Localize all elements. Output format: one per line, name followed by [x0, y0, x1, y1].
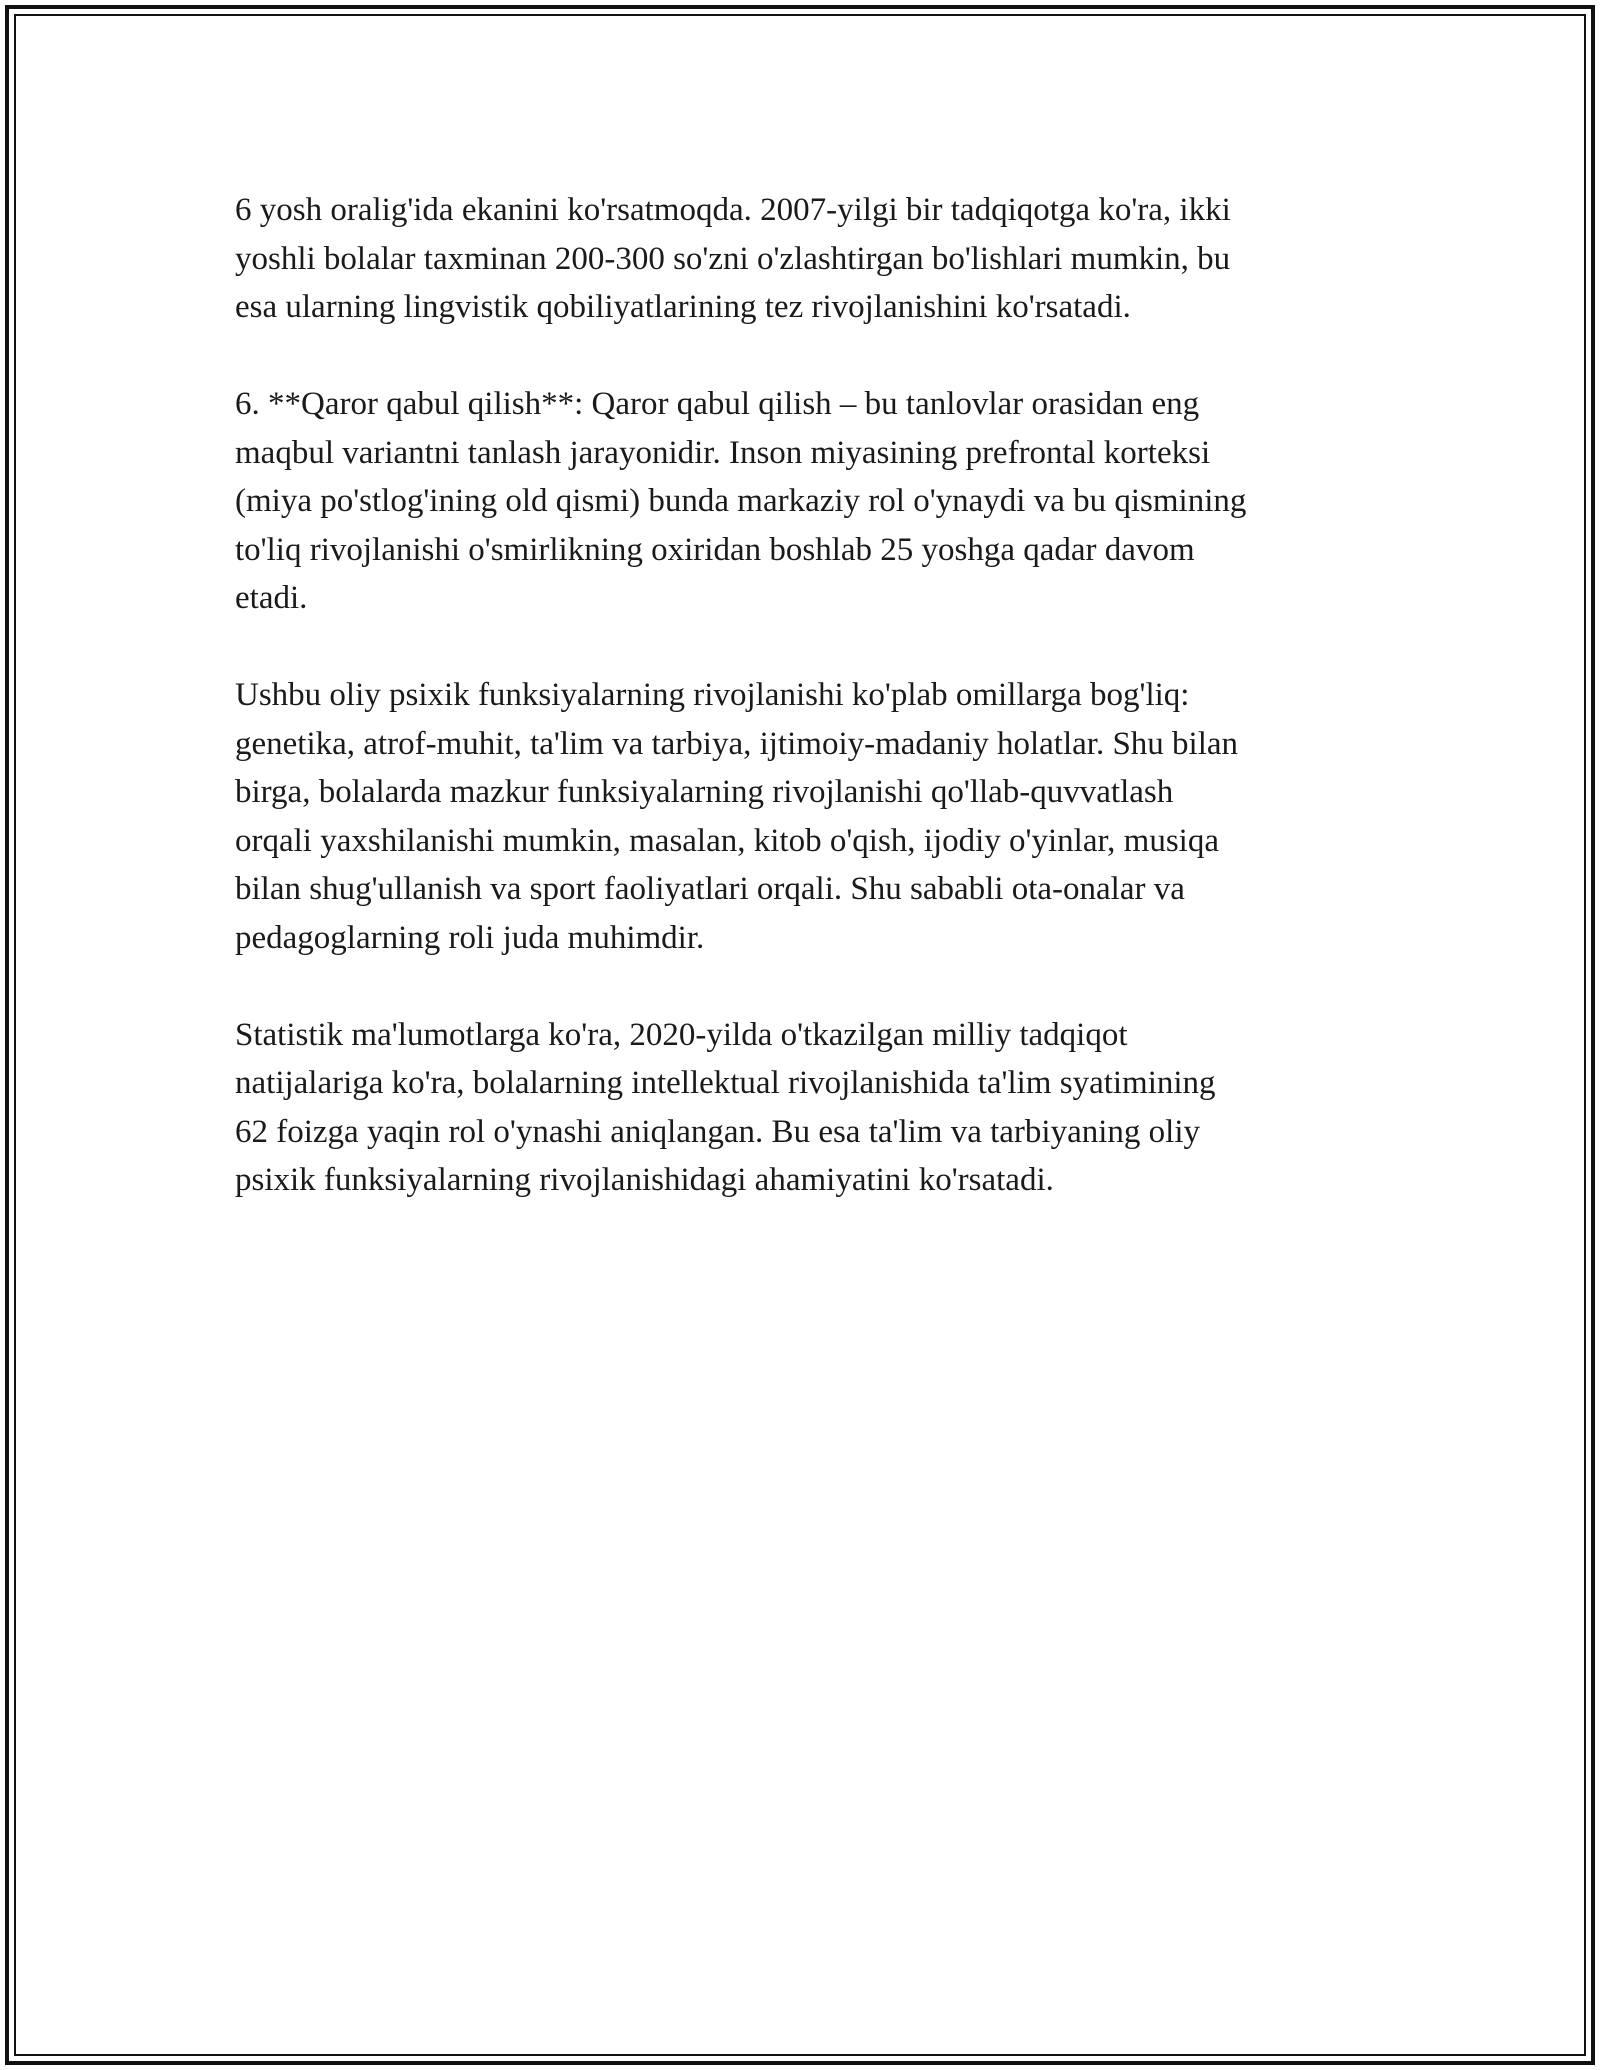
text-line: psixik funksiyalarning rivojlanishidagi ahamiyatini ko'rsatadi.: [235, 1162, 1054, 1198]
text-line: to'liq rivojlanishi o'smirlikning oxiridan boshlab 25 yoshga qadar davom: [235, 531, 1195, 568]
text-line: orqali yaxshilanishi mumkin, masalan, kitob o'qish, ijodiy o'yinlar, musiqa: [235, 822, 1219, 859]
text-line: (miya po'stlog'ining old qismi) bunda markaziy rol o'ynaydi va bu qismining: [235, 483, 1247, 519]
text-line: yoshli bolalar taxminan 200-300 so'zni o'zlashtirgan bo'lishlari mumkin, bu: [235, 240, 1231, 277]
text-line: maqbul variantni tanlash jarayonidir. Inson miyasining prefrontal korteksi: [235, 434, 1211, 471]
text-line: 6 yosh oralig'ida ekanini ko'rsatmoqda. 2007-yilgi bir tadqiqotga ko'ra, ikki: [235, 192, 1231, 228]
text-line: bilan shug'ullanish va sport faoliyatlari orqali. Shu sababli ota-onalar va: [235, 871, 1185, 907]
paragraph-2: [235, 380, 1375, 623]
document-body: [235, 186, 1375, 1205]
text-line: 62 foizga yaqin rol o'ynashi aniqlangan. Bu esa ta'lim va tarbiyaning oliy: [235, 1113, 1200, 1150]
text-line: Ushbu oliy psixik funksiyalarning rivojlanishi ko'plab omillarga bog'liq:: [235, 677, 1190, 713]
text-line: natijalariga ko'ra, bolalarning intellektual rivojlanishida ta'lim syatimining: [235, 1065, 1216, 1101]
text-line: Statistik ma'lumotlarga ko'ra, 2020-yilda o'tkazilgan milliy tadqiqot: [235, 1016, 1128, 1053]
paragraph-1: [235, 186, 1375, 332]
text-line: esa ularning lingvistik qobiliyatlarining tez rivojlanishini ko'rsatadi.: [235, 289, 1131, 325]
text-line: etadi.: [235, 580, 308, 616]
text-line: birga, bolalarda mazkur funksiyalarning rivojlanishi qo'llab-quvvatlash: [235, 774, 1174, 810]
text-line: 6. **Qaror qabul qilish**: Qaror qabul qilish – bu tanlovlar orasidan eng: [235, 386, 1200, 422]
text-line: pedagoglarning roli juda muhimdir.: [235, 919, 705, 956]
paragraph-3: [235, 671, 1375, 962]
paragraph-4: [235, 1011, 1375, 1205]
text-line: genetika, atrof-muhit, ta'lim va tarbiya, ijtimoiy-madaniy holatlar. Shu bilan: [235, 725, 1239, 762]
